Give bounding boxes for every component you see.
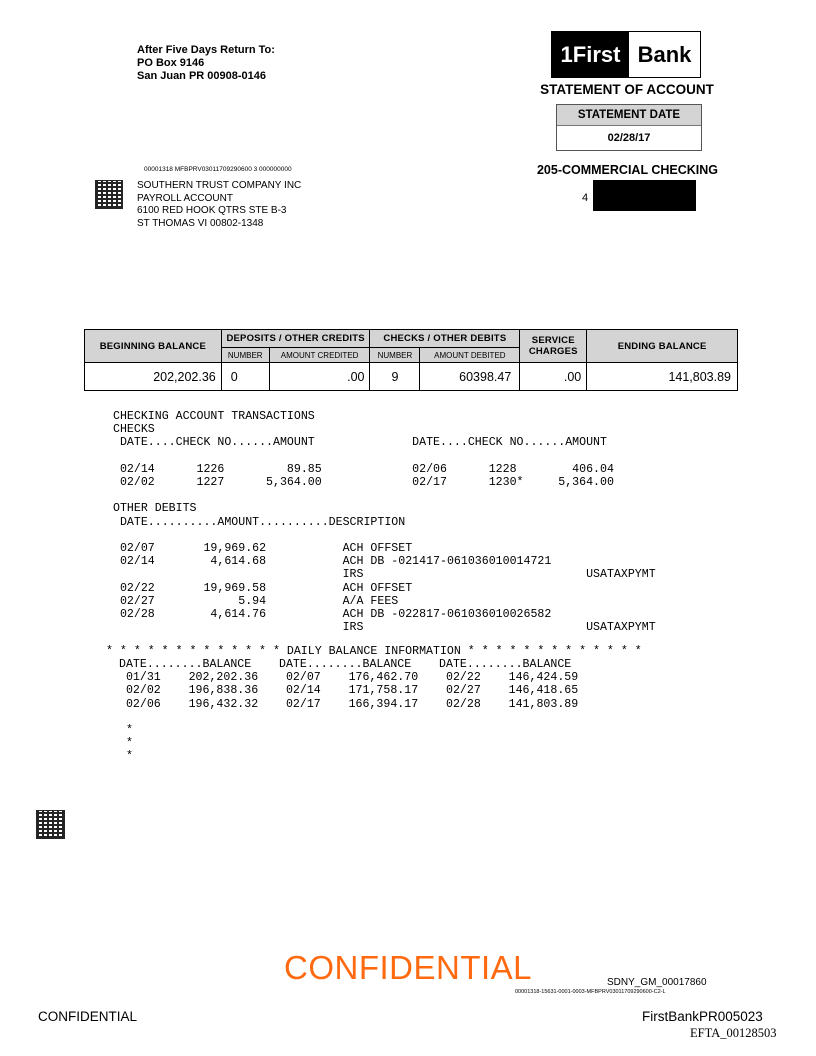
checks-header: CHECKS / OTHER DEBITS bbox=[370, 330, 520, 348]
debit-count-value: 9 bbox=[370, 363, 420, 391]
logo-bank: Bank bbox=[629, 32, 700, 77]
confidential-label: CONFIDENTIAL bbox=[38, 1009, 138, 1024]
checking-transactions: CHECKING ACCOUNT TRANSACTIONS CHECKS DATE....CHECK NO......AMOUNT DATE....CHECK NO......AMOUNT 02/14 1226 89.85 02/06 1228 406.04 02/02 1227 5,364.00 02/17 1230* 5,364.00 OTHER DEBITS DATE..........AMOUNT..........DESCRIPTION 02/07 19,969.62 ACH OFFSET 02/14 4,614.68 ACH DB -021417-061036010014721 IRS USATAXPYMT 02/22 19,969.58 ACH OFFSET 02/27 5.94 A/A FEES 02/28 4,614.76 ACH DB -022817-061036010026582 IRS USATAXPYMT bbox=[113, 410, 656, 635]
barcode-icon bbox=[95, 180, 123, 209]
account-number: 4 bbox=[582, 192, 589, 204]
debit-number-header: NUMBER bbox=[370, 348, 420, 363]
service-charges-value: .00 bbox=[520, 363, 587, 391]
deposit-count-value: 0 bbox=[221, 363, 269, 391]
customer-address bbox=[137, 180, 301, 230]
amount-debited-value: 60398.47 bbox=[420, 363, 520, 391]
return-line-1: After Five Days Return To: bbox=[137, 44, 275, 56]
amount-credited-header: AMOUNT CREDITED bbox=[269, 348, 370, 363]
customer-line-1: SOUTHERN TRUST COMPANY INC bbox=[137, 180, 302, 191]
bank-logo bbox=[551, 31, 701, 78]
sdny-number: SDNY_GM_00017860 bbox=[607, 977, 707, 988]
deposits-header: DEPOSITS / OTHER CREDITS bbox=[221, 330, 370, 348]
deposit-number-header: NUMBER bbox=[221, 348, 269, 363]
statement-title: STATEMENT OF ACCOUNT bbox=[540, 82, 714, 97]
bates-number: FirstBankPR005023 bbox=[642, 1009, 763, 1024]
return-address bbox=[137, 44, 275, 83]
statement-date-box bbox=[556, 104, 702, 151]
redaction-box bbox=[593, 180, 696, 211]
barcode-icon bbox=[36, 810, 65, 839]
daily-balance-table: DATE........BALANCE DATE........BALANCE DATE........BALANCE 01/31 202,202.36 02/07 176,462.70 02/22 146,424.59 02/02 196,838.36 02/14 171,758.17 02/27 146,418.65 02/06 196,432.32 02/17 166,394.17 02/28 141,803.89 * * * bbox=[119, 658, 579, 764]
mail-code: 00001318 MFBPRV03011709290600 3 000000000 bbox=[144, 166, 292, 173]
customer-line-2: PAYROLL ACCOUNT bbox=[137, 192, 233, 204]
amount-debited-header: AMOUNT DEBITED bbox=[420, 348, 520, 363]
ending-balance-header: ENDING BALANCE bbox=[587, 330, 738, 363]
return-line-3: San Juan PR 00908-0146 bbox=[137, 70, 267, 82]
logo-first: 1First bbox=[552, 32, 629, 77]
beginning-balance-value: 202,202.36 bbox=[85, 363, 222, 391]
customer-line-3: 6100 RED HOOK QTRS STE B-3 bbox=[137, 205, 287, 216]
ending-balance-value: 141,803.89 bbox=[587, 363, 738, 391]
amount-credited-value: .00 bbox=[269, 363, 370, 391]
daily-balance-header: * * * * * * * * * * * * * DAILY BALANCE INFORMATION * * * * * * * * * * * * * bbox=[106, 645, 642, 658]
beginning-balance-header: BEGINNING BALANCE bbox=[85, 330, 222, 363]
account-summary-table bbox=[84, 329, 738, 391]
return-line-2: PO Box 9146 bbox=[137, 57, 205, 69]
confidential-stamp: CONFIDENTIAL bbox=[283, 949, 533, 986]
document-code: 00001318-15631-0001-0003-MFBPRV03011709290600-C2-L bbox=[515, 989, 666, 995]
account-type: 205-COMMERCIAL CHECKING bbox=[536, 163, 719, 177]
statement-date-label: STATEMENT DATE bbox=[557, 105, 701, 126]
statement-date-value: 02/28/17 bbox=[607, 132, 651, 144]
customer-line-4: ST THOMAS VI 00802-1348 bbox=[137, 217, 264, 229]
efta-number: EFTA_00128503 bbox=[690, 1026, 777, 1040]
service-charges-header: SERVICE CHARGES bbox=[520, 330, 587, 363]
